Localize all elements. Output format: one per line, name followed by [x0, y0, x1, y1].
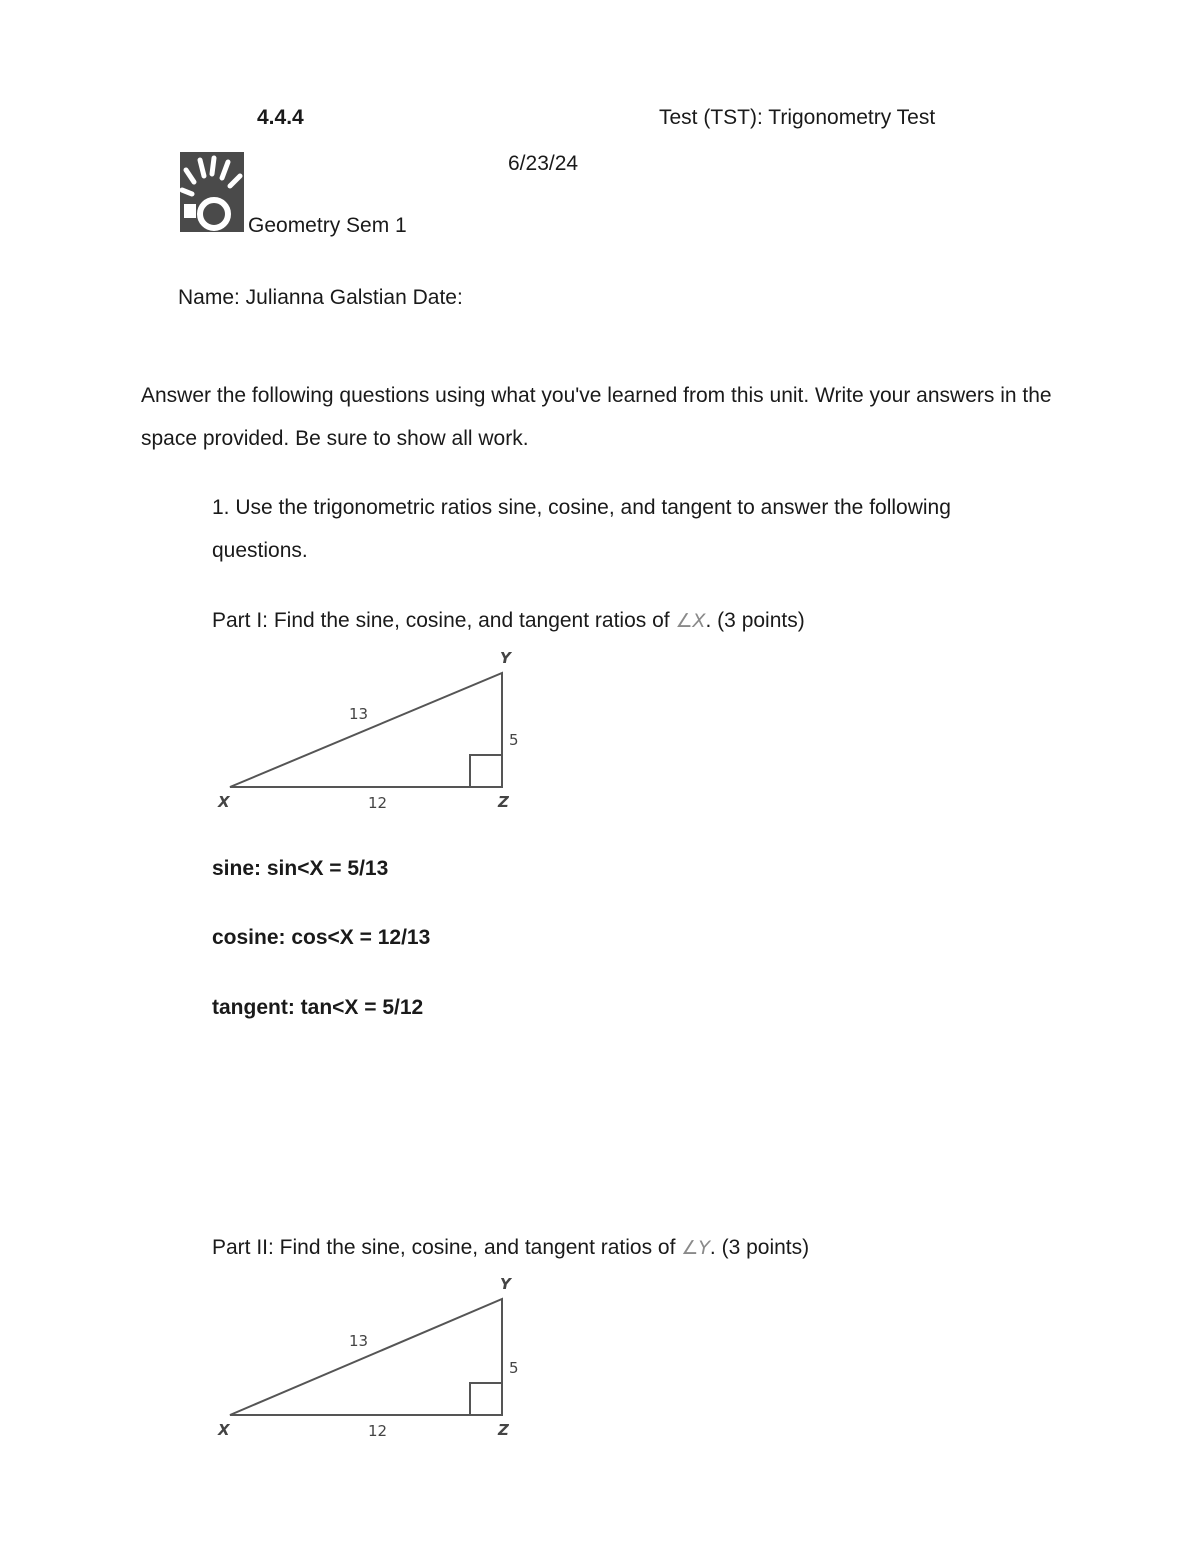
triangle-outline	[230, 1299, 502, 1415]
question-1-prompt: 1. Use the trigonometric ratios sine, cosine, and tangent to answer the following questions.	[212, 496, 951, 562]
vertex-label-x: X	[218, 1421, 230, 1439]
part-2-points: . (3 points)	[709, 1236, 810, 1259]
vertex-label-z: Z	[498, 1421, 509, 1439]
vertex-label-y: Y	[500, 649, 511, 667]
vertex-label-x: X	[218, 793, 230, 811]
hypotenuse-label: 13	[349, 705, 369, 723]
horizontal-leg-label: 12	[368, 794, 388, 812]
name-date-line: Name: Julianna Galstian Date:	[178, 286, 463, 309]
vertex-label-y: Y	[500, 1275, 511, 1293]
test-date: 6/23/24	[508, 152, 579, 175]
test-title: Test (TST): Trigonometry Test	[659, 106, 936, 129]
lesson-number: 4.4.4	[257, 106, 304, 129]
right-angle-marker	[470, 755, 502, 787]
part-2-prompt	[212, 1236, 809, 1260]
part-2-prompt-text: Part II: Find the sine, cosine, and tangent ratios of	[212, 1236, 676, 1259]
course-name: Geometry Sem 1	[248, 214, 407, 237]
right-angle-marker	[470, 1383, 502, 1415]
part-1-prompt-text: Part I: Find the sine, cosine, and tangent ratios of	[212, 609, 670, 632]
school-logo-icon	[180, 152, 244, 232]
hypotenuse-label: 13	[349, 1332, 369, 1350]
angle-x-symbol: ∠X	[675, 610, 706, 632]
vertical-leg-label: 5	[509, 731, 519, 749]
part-1-prompt	[212, 609, 805, 633]
instructions: Answer the following questions using what you've learned from this unit. Write your answers in the space provided. Be sure to show all work.	[141, 384, 1052, 450]
answer-tangent: tangent: tan<X = 5/12	[212, 996, 424, 1019]
triangle-xyz-part-2	[210, 1273, 540, 1448]
triangle-outline	[230, 673, 502, 787]
answer-sine: sine: sin<X = 5/13	[212, 857, 389, 880]
horizontal-leg-label: 12	[368, 1422, 388, 1440]
vertex-label-z: Z	[498, 793, 509, 811]
triangle-xyz-part-1	[210, 645, 540, 820]
angle-y-symbol: ∠Y	[681, 1237, 710, 1259]
vertical-leg-label: 5	[509, 1359, 519, 1377]
answer-cosine: cosine: cos<X = 12/13	[212, 926, 431, 949]
part-1-points: . (3 points)	[705, 609, 805, 632]
